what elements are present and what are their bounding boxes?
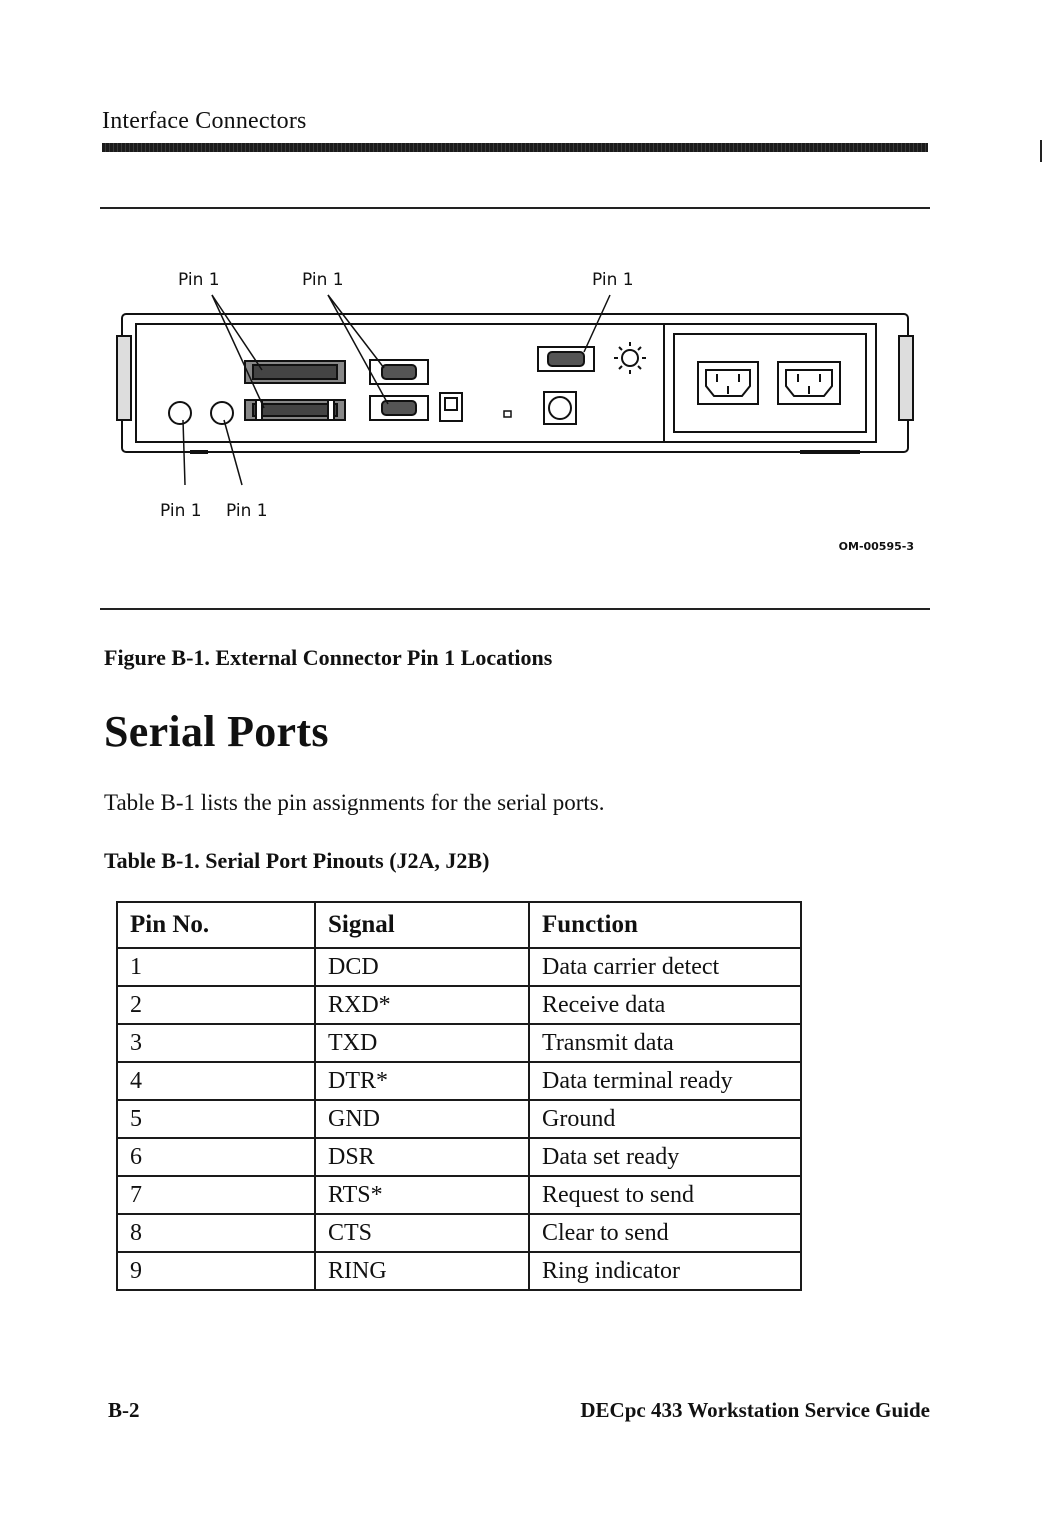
table-caption: Table B-1. Serial Port Pinouts (J2A, J2B) xyxy=(104,848,490,873)
column-header-function: Function xyxy=(529,902,801,948)
indicator-led-icon xyxy=(504,411,511,417)
signal-cell: RXD* xyxy=(315,986,529,1024)
pin-cell: 5 xyxy=(117,1100,315,1138)
pin-label-bottom-2: Pin 1 xyxy=(226,501,268,521)
signal-cell: DSR xyxy=(315,1138,529,1176)
network-jack-icon xyxy=(440,393,462,421)
pin-label-top-3: Pin 1 xyxy=(592,270,634,290)
pin-cell: 7 xyxy=(117,1176,315,1214)
serial-port-a-icon xyxy=(370,360,428,384)
header-rule xyxy=(102,143,928,152)
power-outlet-icon xyxy=(778,362,840,404)
figure-rule-bottom xyxy=(100,608,930,610)
table-row xyxy=(117,1252,801,1290)
section-heading: Serial Ports xyxy=(104,707,329,756)
table-row xyxy=(117,1176,801,1214)
signal-cell: RING xyxy=(315,1252,529,1290)
function-cell: Data carrier detect xyxy=(529,948,801,986)
parallel-port-icon xyxy=(245,361,345,383)
signal-cell: GND xyxy=(315,1100,529,1138)
table-row xyxy=(117,1062,801,1100)
pin-cell: 9 xyxy=(117,1252,315,1290)
function-cell: Clear to send xyxy=(529,1214,801,1252)
pin-label-top-2: Pin 1 xyxy=(302,270,344,290)
table-header-row xyxy=(117,902,801,948)
column-header-signal: Signal xyxy=(315,902,529,948)
pin-cell: 3 xyxy=(117,1024,315,1062)
signal-cell: DTR* xyxy=(315,1062,529,1100)
function-cell: Receive data xyxy=(529,986,801,1024)
page-number: B-2 xyxy=(108,1398,140,1422)
signal-cell: DCD xyxy=(315,948,529,986)
table-row xyxy=(117,1100,801,1138)
pin-cell: 8 xyxy=(117,1214,315,1252)
table-row xyxy=(117,986,801,1024)
running-head: Interface Connectors xyxy=(102,108,307,134)
serial-pinout-table xyxy=(116,901,802,1291)
voltage-selector-icon xyxy=(614,342,646,374)
power-inlet-icon xyxy=(698,362,758,404)
table-row xyxy=(117,1138,801,1176)
signal-cell: TXD xyxy=(315,1024,529,1062)
table-row xyxy=(117,948,801,986)
signal-cell: CTS xyxy=(315,1214,529,1252)
pin-label-top-1: Pin 1 xyxy=(178,270,220,290)
function-cell: Ground xyxy=(529,1100,801,1138)
mouse-port-icon xyxy=(211,402,233,424)
video-port-icon xyxy=(538,347,594,371)
serial-port-b-icon xyxy=(370,396,428,420)
pin-cell: 2 xyxy=(117,986,315,1024)
function-cell: Data terminal ready xyxy=(529,1062,801,1100)
table-row xyxy=(117,1024,801,1062)
pin-cell: 6 xyxy=(117,1138,315,1176)
scsi-port-icon xyxy=(245,400,345,420)
figure-id: OM-00595-3 xyxy=(838,540,914,553)
power-switch-icon xyxy=(544,392,576,424)
function-cell: Ring indicator xyxy=(529,1252,801,1290)
pin-label-bottom-1: Pin 1 xyxy=(160,501,202,521)
book-title: DECpc 433 Workstation Service Guide xyxy=(580,1398,930,1422)
figure-caption: Figure B-1. External Connector Pin 1 Locations xyxy=(104,645,553,670)
function-cell: Transmit data xyxy=(529,1024,801,1062)
pin-cell: 4 xyxy=(117,1062,315,1100)
column-header-pin: Pin No. xyxy=(117,902,315,948)
pin-cell: 1 xyxy=(117,948,315,986)
signal-cell: RTS* xyxy=(315,1176,529,1214)
function-cell: Request to send xyxy=(529,1176,801,1214)
intro-paragraph: Table B-1 lists the pin assignments for the serial ports. xyxy=(104,790,605,815)
connector-figure xyxy=(100,250,930,560)
function-cell: Data set ready xyxy=(529,1138,801,1176)
figure-rule-top xyxy=(100,207,930,209)
table-row xyxy=(117,1214,801,1252)
keyboard-port-icon xyxy=(169,402,191,424)
